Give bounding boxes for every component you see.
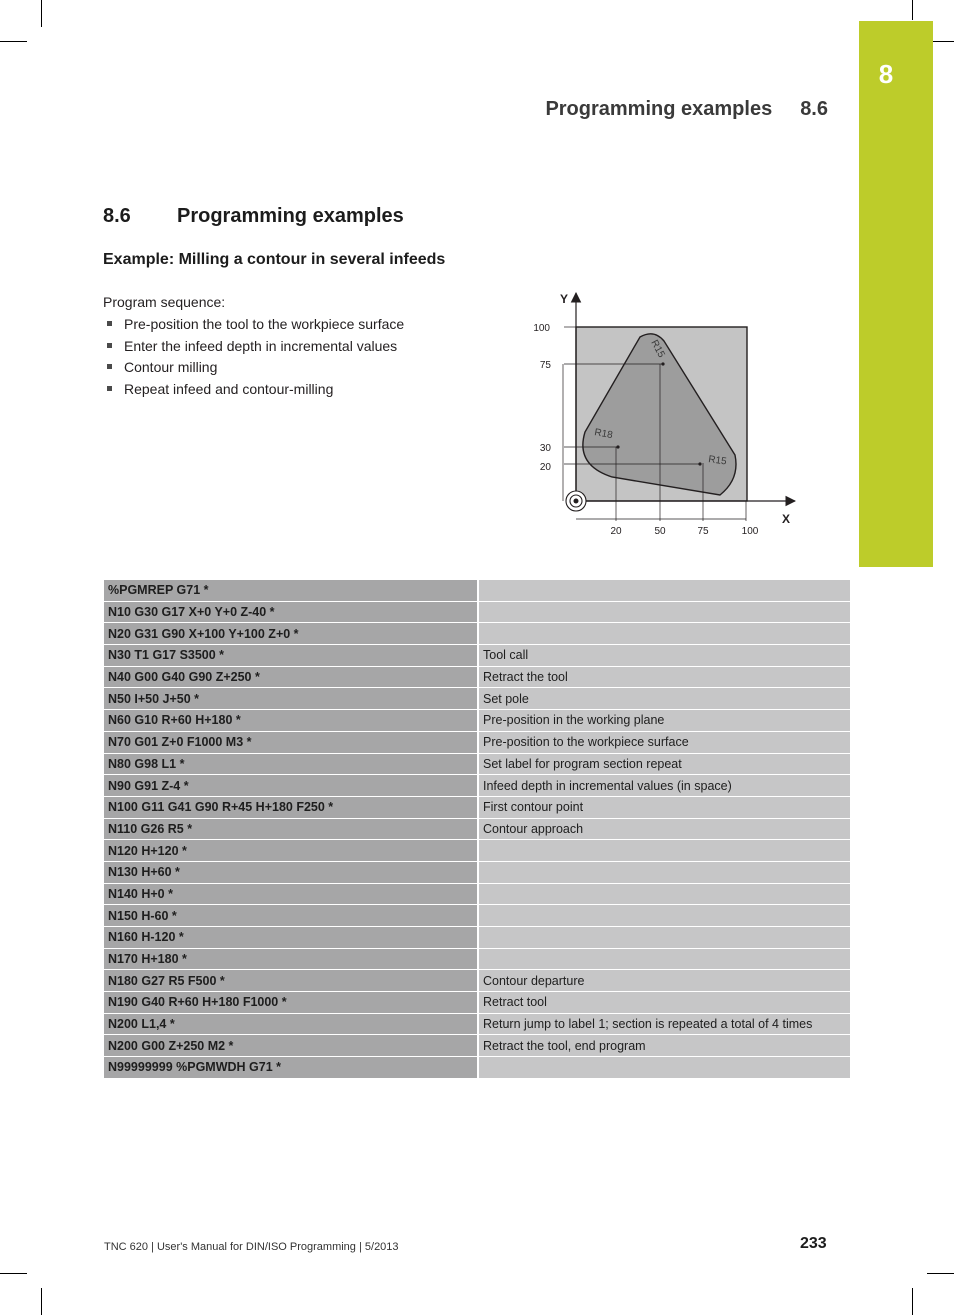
section-heading bbox=[103, 205, 404, 228]
program-code-cell: N200 G00 Z+250 M2 * bbox=[104, 1035, 478, 1057]
program-code-cell: N80 G98 L1 * bbox=[104, 753, 478, 775]
table-row bbox=[104, 580, 850, 601]
y-tick-label: 20 bbox=[539, 462, 551, 473]
program-comment-cell bbox=[478, 883, 850, 905]
program-code-cell: N110 G26 R5 * bbox=[104, 818, 478, 840]
table-row bbox=[104, 688, 850, 710]
program-comment-cell: Retract the tool, end program bbox=[478, 1035, 850, 1057]
program-code-cell: N200 L1,4 * bbox=[104, 1013, 478, 1035]
table-row bbox=[104, 1057, 850, 1079]
program-comment-cell bbox=[478, 948, 850, 970]
program-comment-cell: Pre-position in the working plane bbox=[478, 710, 850, 732]
radius-label: R15 bbox=[648, 338, 667, 360]
x-tick-label: 100 bbox=[741, 526, 759, 537]
program-comment-cell bbox=[478, 623, 850, 645]
crop-mark bbox=[0, 41, 27, 42]
program-code-cell: N140 H+0 * bbox=[104, 883, 478, 905]
program-code-cell: %PGMREP G71 * bbox=[104, 580, 478, 601]
table-row bbox=[104, 970, 850, 992]
program-comment-cell: First contour point bbox=[478, 796, 850, 818]
table-row bbox=[104, 840, 850, 862]
y-axis-label: Y bbox=[560, 292, 569, 306]
table-row bbox=[104, 775, 850, 797]
program-code-cell: N70 G01 Z+0 F1000 M3 * bbox=[104, 731, 478, 753]
table-row bbox=[104, 883, 850, 905]
table-row bbox=[104, 861, 850, 883]
crop-mark bbox=[0, 1273, 27, 1274]
x-tick-label: 50 bbox=[654, 526, 666, 537]
table-row bbox=[104, 927, 850, 949]
program-code-cell: N130 H+60 * bbox=[104, 861, 478, 883]
crop-mark bbox=[41, 0, 42, 27]
program-code-cell: N100 G11 G41 G90 R+45 H+180 F250 * bbox=[104, 796, 478, 818]
radius-label: R18 bbox=[593, 427, 614, 442]
program-code-cell: N180 G27 R5 F500 * bbox=[104, 970, 478, 992]
table-row bbox=[104, 710, 850, 732]
datum-icon-dot bbox=[574, 499, 579, 504]
program-table bbox=[104, 580, 850, 1079]
table-row bbox=[104, 731, 850, 753]
program-comment-cell bbox=[478, 840, 850, 862]
table-row bbox=[104, 1013, 850, 1035]
section-title: Programming examples bbox=[177, 205, 404, 227]
table-row bbox=[104, 753, 850, 775]
program-code-cell: N120 H+120 * bbox=[104, 840, 478, 862]
x-tick-label: 20 bbox=[610, 526, 622, 537]
x-axis-label: X bbox=[782, 512, 791, 526]
list-item: Pre-position the tool to the workpiece surface bbox=[103, 315, 404, 337]
table-row bbox=[104, 992, 850, 1014]
program-comment-cell: Pre-position to the workpiece surface bbox=[478, 731, 850, 753]
running-head-section: 8.6 bbox=[800, 98, 828, 120]
table-row bbox=[104, 623, 850, 645]
program-code-cell: N30 T1 G17 S3500 * bbox=[104, 645, 478, 667]
crop-mark bbox=[912, 1288, 913, 1315]
program-body bbox=[104, 580, 850, 1078]
program-code-cell: N50 I+50 J+50 * bbox=[104, 688, 478, 710]
page-number: 233 bbox=[800, 1235, 827, 1252]
chapter-tab bbox=[859, 21, 933, 567]
center-point bbox=[698, 462, 701, 465]
example-heading: Example: Milling a contour in several infeeds bbox=[103, 251, 446, 268]
program-code-cell: N170 H+180 * bbox=[104, 948, 478, 970]
program-code-cell: N10 G30 G17 X+0 Y+0 Z-40 * bbox=[104, 601, 478, 623]
program-comment-cell: Set label for program section repeat bbox=[478, 753, 850, 775]
program-code-cell: N40 G00 G40 G90 Z+250 * bbox=[104, 666, 478, 688]
program-comment-cell: Retract tool bbox=[478, 992, 850, 1014]
y-tick-label: 100 bbox=[533, 323, 550, 334]
program-comment-cell bbox=[478, 1057, 850, 1079]
list-item: Enter the infeed depth in incremental values bbox=[103, 337, 404, 359]
table-row bbox=[104, 601, 850, 623]
crop-mark bbox=[912, 0, 913, 20]
y-tick-label: 30 bbox=[539, 443, 551, 454]
program-comment-cell: Contour departure bbox=[478, 970, 850, 992]
program-code-cell: N99999999 %PGMWDH G71 * bbox=[104, 1057, 478, 1079]
program-comment-cell: Set pole bbox=[478, 688, 850, 710]
table-row bbox=[104, 948, 850, 970]
program-code-cell: N160 H-120 * bbox=[104, 927, 478, 949]
list-item: Repeat infeed and contour-milling bbox=[103, 380, 404, 402]
program-comment-cell: Return jump to label 1; section is repeated a total of 4 times bbox=[478, 1013, 850, 1035]
center-point bbox=[616, 445, 619, 448]
table-row bbox=[104, 666, 850, 688]
table-row bbox=[104, 645, 850, 667]
chapter-number: 8 bbox=[878, 59, 894, 89]
program-comment-cell: Retract the tool bbox=[478, 666, 850, 688]
table-row bbox=[104, 1035, 850, 1057]
program-comment-cell: Contour approach bbox=[478, 818, 850, 840]
radius-label: R15 bbox=[707, 454, 728, 468]
program-code-cell: N20 G31 G90 X+100 Y+100 Z+0 * bbox=[104, 623, 478, 645]
program-comment-cell bbox=[478, 580, 850, 601]
program-code-cell: N90 G91 Z-4 * bbox=[104, 775, 478, 797]
program-comment-cell bbox=[478, 927, 850, 949]
footer-text: TNC 620 | User's Manual for DIN/ISO Programming | 5/2013 bbox=[104, 1241, 399, 1253]
table-row bbox=[104, 796, 850, 818]
program-comment-cell bbox=[478, 861, 850, 883]
list-item: Contour milling bbox=[103, 358, 404, 380]
contour-diagram bbox=[520, 285, 810, 547]
program-comment-cell bbox=[478, 601, 850, 623]
program-sequence-list bbox=[103, 315, 404, 401]
program-comment-cell bbox=[478, 905, 850, 927]
program-code-cell: N190 G40 R+60 H+180 F1000 * bbox=[104, 992, 478, 1014]
y-tick-label: 75 bbox=[539, 360, 551, 371]
program-comment-cell: Infeed depth in incremental values (in space) bbox=[478, 775, 850, 797]
program-code-cell: N60 G10 R+60 H+180 * bbox=[104, 710, 478, 732]
crop-mark bbox=[41, 1288, 42, 1315]
program-sequence-label: Program sequence: bbox=[103, 294, 226, 310]
crop-mark bbox=[927, 1273, 954, 1274]
section-number: 8.6 bbox=[103, 205, 131, 227]
table-row bbox=[104, 818, 850, 840]
program-comment-cell: Tool call bbox=[478, 645, 850, 667]
x-tick-label: 75 bbox=[697, 526, 709, 537]
center-point bbox=[661, 362, 664, 365]
running-head bbox=[545, 98, 828, 121]
table-row bbox=[104, 905, 850, 927]
running-head-title: Programming examples bbox=[545, 98, 773, 120]
program-code-cell: N150 H-60 * bbox=[104, 905, 478, 927]
